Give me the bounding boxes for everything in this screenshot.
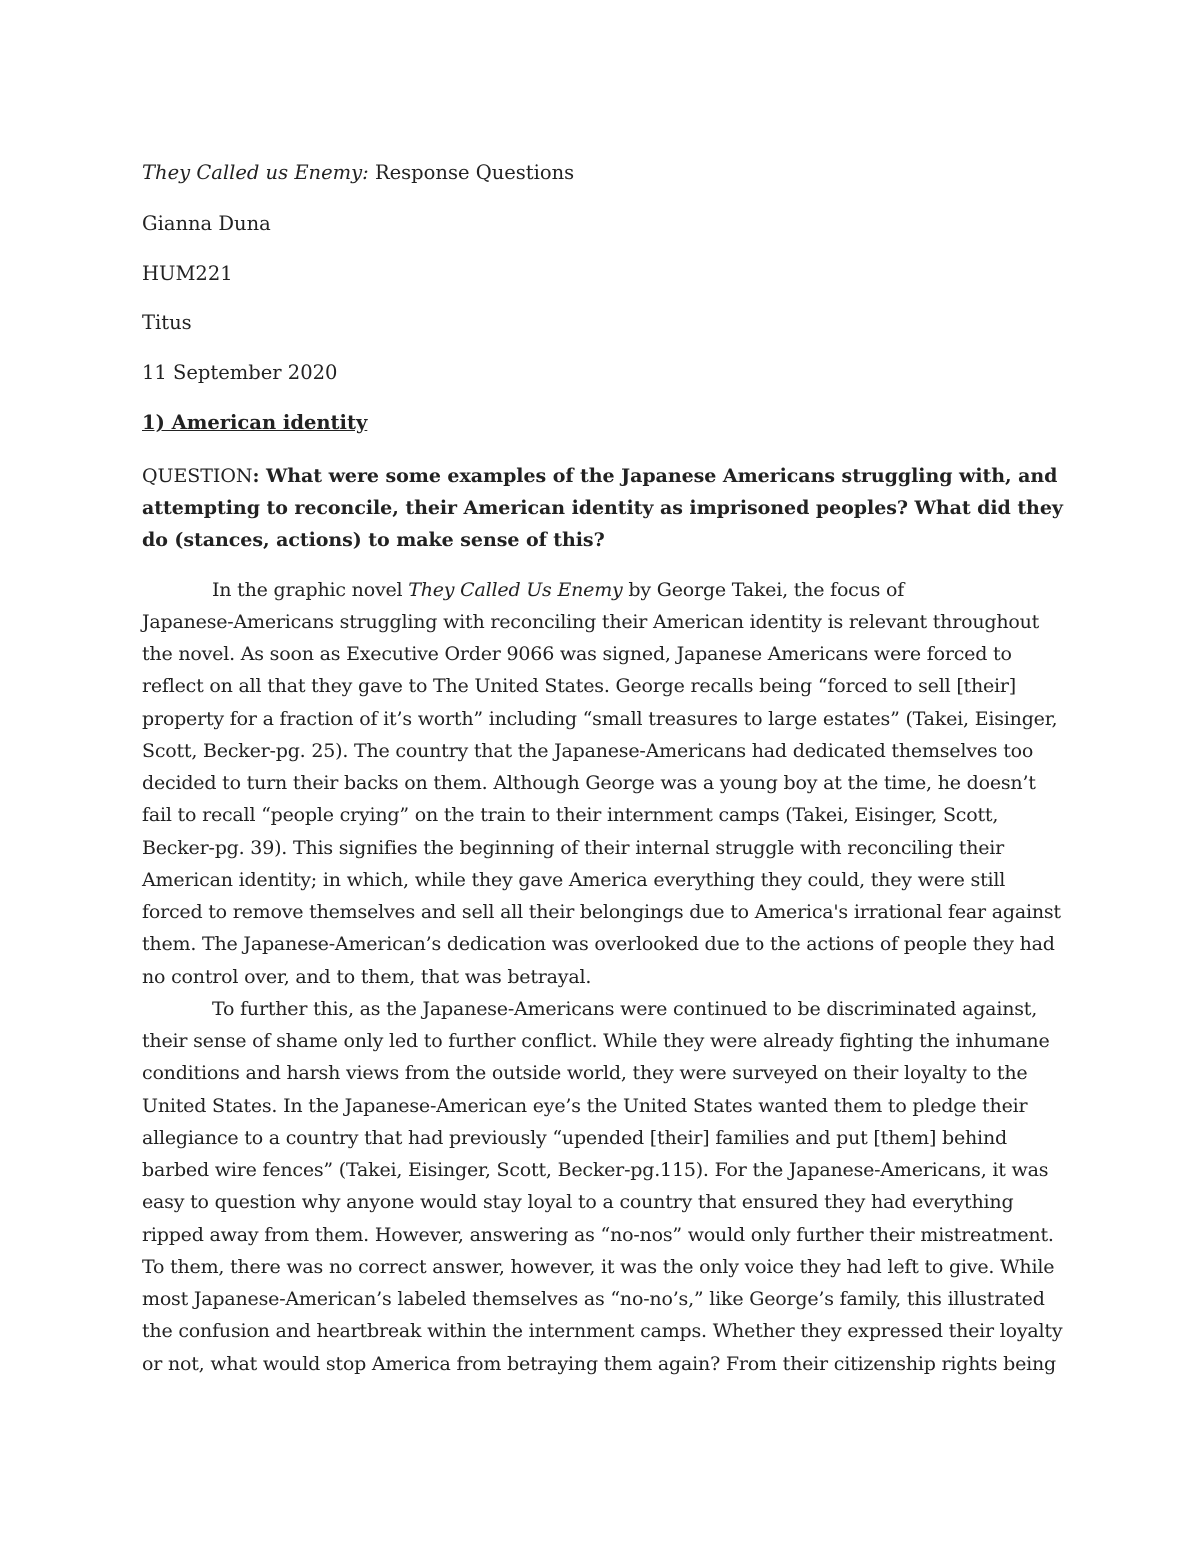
body-line: most Japanese-American’s labeled themselves as “no-no’s,” like George’s family, this illustrated bbox=[142, 1288, 1045, 1310]
body-line: To them, there was no correct answer, however, it was the only voice they had left to give. While bbox=[142, 1256, 1055, 1278]
body-line: the confusion and heartbreak within the internment camps. Whether they expressed their loyalty bbox=[142, 1320, 1063, 1342]
title-italic: They Called us Enemy: bbox=[142, 161, 369, 184]
body-line: property for a fraction of it’s worth” including “small treasures to large estates” (Takei, Eisinger, bbox=[142, 708, 1058, 730]
body-line: or not, what would stop America from betraying them again? From their citizenship rights being bbox=[142, 1353, 1057, 1375]
body-line: the novel. As soon as Executive Order 9066 was signed, Japanese Americans were forced to bbox=[142, 643, 1012, 665]
body-text: In the graphic novel bbox=[212, 579, 409, 601]
body-line: United States. In the Japanese-American eye’s the United States wanted them to pledge their bbox=[142, 1095, 1028, 1117]
body-line: conditions and harsh views from the outside world, they were surveyed on their loyalty to the bbox=[142, 1062, 1028, 1084]
document-title bbox=[142, 160, 574, 186]
body-line: Scott, Becker-pg. 25). The country that the Japanese-Americans had dedicated themselves too bbox=[142, 740, 1034, 762]
question-prompt bbox=[142, 460, 1072, 556]
body-line: American identity; in which, while they gave America everything they could, they were still bbox=[142, 869, 1006, 891]
body-text: by George Takei, the focus of bbox=[622, 579, 905, 601]
body-line: fail to recall “people crying” on the train to their internment camps (Takei, Eisinger, Scott, bbox=[142, 804, 999, 826]
body-line: easy to question why anyone would stay loyal to a country that ensured they had everything bbox=[142, 1191, 1014, 1213]
course-code: HUM221 bbox=[142, 262, 233, 285]
body-line: decided to turn their backs on them. Although George was a young boy at the time, he doesn’t bbox=[142, 772, 1036, 794]
instructor-name: Titus bbox=[142, 311, 192, 334]
body-line: Japanese-Americans struggling with reconciling their American identity is relevant throughout bbox=[142, 611, 1040, 633]
body-line: ripped away from them. However, answering as “no-nos” would only further their mistreatment. bbox=[142, 1224, 1054, 1246]
body-line: them. The Japanese-American’s dedication was overlooked due to the actions of people they had bbox=[142, 933, 1055, 955]
body-line: allegiance to a country that had previously “upended [their] families and put [them] behind bbox=[142, 1127, 1007, 1149]
body-line: their sense of shame only led to further conflict. While they were already fighting the inhumane bbox=[142, 1030, 1050, 1052]
body-line: no control over, and to them, that was betrayal. bbox=[142, 966, 592, 988]
body-line: forced to remove themselves and sell all their belongings due to America's irrational fear against bbox=[142, 901, 1061, 923]
body-line: barbed wire fences” (Takei, Eisinger, Scott, Becker-pg.115). For the Japanese-Americans, it was bbox=[142, 1159, 1049, 1181]
book-title: They Called Us Enemy bbox=[408, 579, 623, 601]
body-line bbox=[212, 577, 904, 603]
body-line: reflect on all that they gave to The United States. George recalls being “forced to sell [their] bbox=[142, 675, 1017, 697]
title-rest: Response Questions bbox=[368, 161, 575, 184]
document-date: 11 September 2020 bbox=[142, 361, 338, 384]
body-line: To further this, as the Japanese-Americans were continued to be discriminated against, bbox=[212, 998, 1038, 1020]
author-name: Gianna Duna bbox=[142, 212, 271, 235]
body-line: Becker-pg. 39). This signifies the beginning of their internal struggle with reconciling their bbox=[142, 837, 1005, 859]
question-label: QUESTION bbox=[142, 465, 253, 487]
section-heading: 1) American identity bbox=[142, 411, 368, 434]
question-text: : What were some examples of the Japanese Americans struggling with, and attempting to reconcile, their American identity as imprisoned peoples? What did they do (stances, actions) to make sense of this? bbox=[142, 465, 1063, 551]
